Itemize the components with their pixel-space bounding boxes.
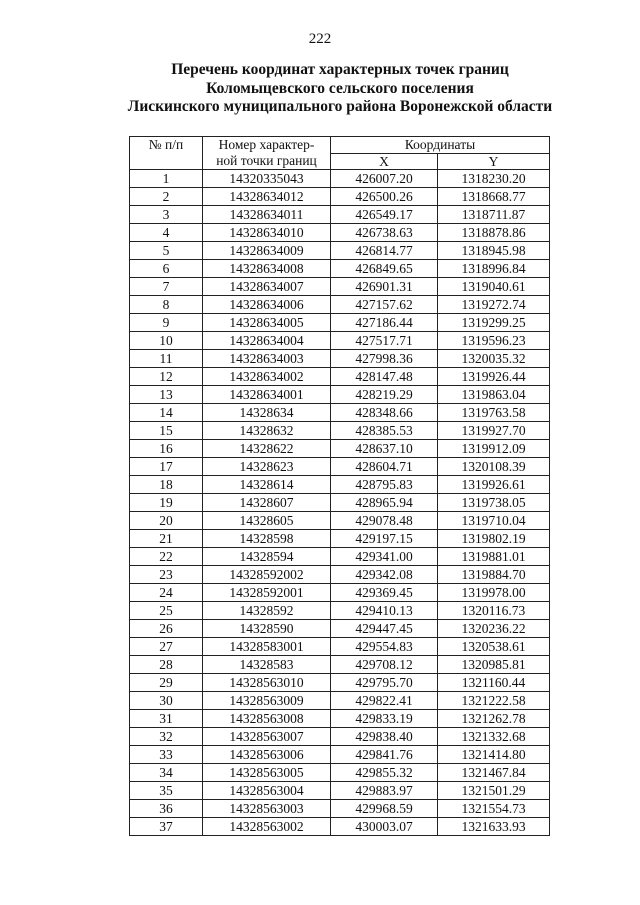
row-number-cell: 20 bbox=[130, 512, 203, 530]
title-line-3: Лискинского муниципального района Воронежской области bbox=[127, 98, 553, 115]
row-number-cell: 19 bbox=[130, 494, 203, 512]
row-number-cell: 28 bbox=[130, 656, 203, 674]
point-id-cell: 14328563010 bbox=[203, 674, 331, 692]
page-number: 222 bbox=[308, 31, 332, 47]
point-id-cell: 14328563005 bbox=[203, 764, 331, 782]
point-id-cell: 14328634006 bbox=[203, 296, 331, 314]
x-coordinate-cell: 429855.32 bbox=[331, 764, 438, 782]
row-number-cell: 37 bbox=[130, 818, 203, 836]
row-number-cell: 36 bbox=[130, 800, 203, 818]
y-coordinate-cell: 1319710.04 bbox=[438, 512, 550, 530]
x-coordinate-cell: 426738.63 bbox=[331, 224, 438, 242]
row-number-cell: 1 bbox=[130, 170, 203, 188]
row-number-cell: 8 bbox=[130, 296, 203, 314]
y-coordinate-cell: 1319763.58 bbox=[438, 404, 550, 422]
x-coordinate-cell: 426901.31 bbox=[331, 278, 438, 296]
x-coordinate-cell: 427517.71 bbox=[331, 332, 438, 350]
row-number-cell: 3 bbox=[130, 206, 203, 224]
y-coordinate-cell: 1318711.87 bbox=[438, 206, 550, 224]
x-coordinate-cell: 429341.00 bbox=[331, 548, 438, 566]
row-number-cell: 29 bbox=[130, 674, 203, 692]
y-coordinate-cell: 1319863.04 bbox=[438, 386, 550, 404]
table-row bbox=[130, 386, 550, 404]
x-coordinate-cell: 427157.62 bbox=[331, 296, 438, 314]
y-coordinate-cell: 1321222.58 bbox=[438, 692, 550, 710]
point-id-cell: 14328583 bbox=[203, 656, 331, 674]
header-number: № п/п bbox=[130, 137, 203, 170]
row-number-cell: 9 bbox=[130, 314, 203, 332]
table-row bbox=[130, 404, 550, 422]
table-row bbox=[130, 278, 550, 296]
y-coordinate-cell: 1319912.09 bbox=[438, 440, 550, 458]
table-row bbox=[130, 566, 550, 584]
row-number-cell: 18 bbox=[130, 476, 203, 494]
row-number-cell: 13 bbox=[130, 386, 203, 404]
table-row bbox=[130, 224, 550, 242]
point-id-cell: 14328634004 bbox=[203, 332, 331, 350]
y-coordinate-cell: 1320236.22 bbox=[438, 620, 550, 638]
y-coordinate-cell: 1319884.70 bbox=[438, 566, 550, 584]
y-coordinate-cell: 1320108.39 bbox=[438, 458, 550, 476]
point-id-cell: 14328592 bbox=[203, 602, 331, 620]
y-coordinate-cell: 1320985.81 bbox=[438, 656, 550, 674]
y-coordinate-cell: 1320538.61 bbox=[438, 638, 550, 656]
row-number-cell: 23 bbox=[130, 566, 203, 584]
table-row bbox=[130, 818, 550, 836]
header-y: Y bbox=[438, 153, 550, 170]
header-point-id-line-2: ной точки границ bbox=[216, 153, 317, 168]
y-coordinate-cell: 1321467.84 bbox=[438, 764, 550, 782]
row-number-cell: 21 bbox=[130, 530, 203, 548]
row-number-cell: 14 bbox=[130, 404, 203, 422]
x-coordinate-cell: 428965.94 bbox=[331, 494, 438, 512]
point-id-cell: 14328634012 bbox=[203, 188, 331, 206]
table-row bbox=[130, 170, 550, 188]
row-number-cell: 31 bbox=[130, 710, 203, 728]
row-number-cell: 10 bbox=[130, 332, 203, 350]
x-coordinate-cell: 429447.45 bbox=[331, 620, 438, 638]
table-row bbox=[130, 368, 550, 386]
y-coordinate-cell: 1321160.44 bbox=[438, 674, 550, 692]
table-row bbox=[130, 458, 550, 476]
table-row bbox=[130, 350, 550, 368]
x-coordinate-cell: 429708.12 bbox=[331, 656, 438, 674]
y-coordinate-cell: 1318945.98 bbox=[438, 242, 550, 260]
table-row bbox=[130, 440, 550, 458]
y-coordinate-cell: 1319802.19 bbox=[438, 530, 550, 548]
point-id-cell: 14328592001 bbox=[203, 584, 331, 602]
point-id-cell: 14328563003 bbox=[203, 800, 331, 818]
x-coordinate-cell: 429968.59 bbox=[331, 800, 438, 818]
table-row bbox=[130, 710, 550, 728]
point-id-cell: 14320335043 bbox=[203, 170, 331, 188]
x-coordinate-cell: 428348.66 bbox=[331, 404, 438, 422]
header-point-id-line-1: Номер характер- bbox=[218, 137, 315, 152]
point-id-cell: 14328634009 bbox=[203, 242, 331, 260]
x-coordinate-cell: 427186.44 bbox=[331, 314, 438, 332]
point-id-cell: 14328598 bbox=[203, 530, 331, 548]
row-number-cell: 25 bbox=[130, 602, 203, 620]
x-coordinate-cell: 426007.20 bbox=[331, 170, 438, 188]
x-coordinate-cell: 429410.13 bbox=[331, 602, 438, 620]
point-id-cell: 14328563002 bbox=[203, 818, 331, 836]
point-id-cell: 14328592002 bbox=[203, 566, 331, 584]
table-row bbox=[130, 620, 550, 638]
table-row bbox=[130, 638, 550, 656]
x-coordinate-cell: 429078.48 bbox=[331, 512, 438, 530]
header-point-id bbox=[203, 137, 331, 170]
row-number-cell: 7 bbox=[130, 278, 203, 296]
y-coordinate-cell: 1321554.73 bbox=[438, 800, 550, 818]
table-row bbox=[130, 476, 550, 494]
x-coordinate-cell: 429841.76 bbox=[331, 746, 438, 764]
y-coordinate-cell: 1320035.32 bbox=[438, 350, 550, 368]
x-coordinate-cell: 429822.41 bbox=[331, 692, 438, 710]
point-id-cell: 14328590 bbox=[203, 620, 331, 638]
table-row bbox=[130, 512, 550, 530]
table-row bbox=[130, 206, 550, 224]
point-id-cell: 14328634 bbox=[203, 404, 331, 422]
table-row bbox=[130, 800, 550, 818]
x-coordinate-cell: 429369.45 bbox=[331, 584, 438, 602]
y-coordinate-cell: 1318996.84 bbox=[438, 260, 550, 278]
y-coordinate-cell: 1319926.61 bbox=[438, 476, 550, 494]
x-coordinate-cell: 429883.97 bbox=[331, 782, 438, 800]
point-id-cell: 14328634008 bbox=[203, 260, 331, 278]
table-row bbox=[130, 260, 550, 278]
y-coordinate-cell: 1319299.25 bbox=[438, 314, 550, 332]
row-number-cell: 15 bbox=[130, 422, 203, 440]
point-id-cell: 14328634010 bbox=[203, 224, 331, 242]
x-coordinate-cell: 428219.29 bbox=[331, 386, 438, 404]
x-coordinate-cell: 429838.40 bbox=[331, 728, 438, 746]
y-coordinate-cell: 1319926.44 bbox=[438, 368, 550, 386]
x-coordinate-cell: 430003.07 bbox=[331, 818, 438, 836]
row-number-cell: 17 bbox=[130, 458, 203, 476]
title-line-2: Коломыцевского сельского поселения bbox=[206, 79, 474, 97]
row-number-cell: 11 bbox=[130, 350, 203, 368]
point-id-cell: 14328614 bbox=[203, 476, 331, 494]
row-number-cell: 33 bbox=[130, 746, 203, 764]
x-coordinate-cell: 429795.70 bbox=[331, 674, 438, 692]
point-id-cell: 14328632 bbox=[203, 422, 331, 440]
y-coordinate-cell: 1318878.86 bbox=[438, 224, 550, 242]
x-coordinate-cell: 429833.19 bbox=[331, 710, 438, 728]
x-coordinate-cell: 429342.08 bbox=[331, 566, 438, 584]
point-id-cell: 14328634007 bbox=[203, 278, 331, 296]
x-coordinate-cell: 429197.15 bbox=[331, 530, 438, 548]
point-id-cell: 14328634002 bbox=[203, 368, 331, 386]
y-coordinate-cell: 1321332.68 bbox=[438, 728, 550, 746]
y-coordinate-cell: 1319040.61 bbox=[438, 278, 550, 296]
row-number-cell: 2 bbox=[130, 188, 203, 206]
point-id-cell: 14328634003 bbox=[203, 350, 331, 368]
row-number-cell: 26 bbox=[130, 620, 203, 638]
row-number-cell: 16 bbox=[130, 440, 203, 458]
point-id-cell: 14328623 bbox=[203, 458, 331, 476]
x-coordinate-cell: 429554.83 bbox=[331, 638, 438, 656]
x-coordinate-cell: 426500.26 bbox=[331, 188, 438, 206]
point-id-cell: 14328563006 bbox=[203, 746, 331, 764]
table-row bbox=[130, 692, 550, 710]
point-id-cell: 14328563004 bbox=[203, 782, 331, 800]
point-id-cell: 14328605 bbox=[203, 512, 331, 530]
header-x: X bbox=[331, 153, 438, 170]
y-coordinate-cell: 1318230.20 bbox=[438, 170, 550, 188]
point-id-cell: 14328563008 bbox=[203, 710, 331, 728]
x-coordinate-cell: 428637.10 bbox=[331, 440, 438, 458]
point-id-cell: 14328594 bbox=[203, 548, 331, 566]
y-coordinate-cell: 1319596.23 bbox=[438, 332, 550, 350]
table-row bbox=[130, 584, 550, 602]
y-coordinate-cell: 1320116.73 bbox=[438, 602, 550, 620]
y-coordinate-cell: 1319738.05 bbox=[438, 494, 550, 512]
y-coordinate-cell: 1319978.00 bbox=[438, 584, 550, 602]
row-number-cell: 12 bbox=[130, 368, 203, 386]
table-row bbox=[130, 242, 550, 260]
x-coordinate-cell: 428795.83 bbox=[331, 476, 438, 494]
table-row bbox=[130, 314, 550, 332]
y-coordinate-cell: 1319927.70 bbox=[438, 422, 550, 440]
x-coordinate-cell: 426549.17 bbox=[331, 206, 438, 224]
y-coordinate-cell: 1319881.01 bbox=[438, 548, 550, 566]
row-number-cell: 4 bbox=[130, 224, 203, 242]
y-coordinate-cell: 1321262.78 bbox=[438, 710, 550, 728]
y-coordinate-cell: 1319272.74 bbox=[438, 296, 550, 314]
document-title bbox=[40, 61, 640, 117]
row-number-cell: 22 bbox=[130, 548, 203, 566]
title-line-1: Перечень координат характерных точек границ bbox=[171, 61, 509, 78]
point-id-cell: 14328563007 bbox=[203, 728, 331, 746]
table-body bbox=[130, 170, 550, 836]
table-row bbox=[130, 728, 550, 746]
point-id-cell: 14328622 bbox=[203, 440, 331, 458]
point-id-cell: 14328634011 bbox=[203, 206, 331, 224]
row-number-cell: 35 bbox=[130, 782, 203, 800]
point-id-cell: 14328563009 bbox=[203, 692, 331, 710]
table-row bbox=[130, 764, 550, 782]
point-id-cell: 14328583001 bbox=[203, 638, 331, 656]
table-row bbox=[130, 422, 550, 440]
row-number-cell: 30 bbox=[130, 692, 203, 710]
table-row bbox=[130, 332, 550, 350]
y-coordinate-cell: 1318668.77 bbox=[438, 188, 550, 206]
table-row bbox=[130, 530, 550, 548]
row-number-cell: 6 bbox=[130, 260, 203, 278]
coordinates-table bbox=[129, 136, 550, 836]
table-row bbox=[130, 782, 550, 800]
y-coordinate-cell: 1321414.80 bbox=[438, 746, 550, 764]
table-row bbox=[130, 188, 550, 206]
table-row bbox=[130, 656, 550, 674]
table-row bbox=[130, 602, 550, 620]
table-row bbox=[130, 746, 550, 764]
table-row bbox=[130, 494, 550, 512]
x-coordinate-cell: 428604.71 bbox=[331, 458, 438, 476]
point-id-cell: 14328634001 bbox=[203, 386, 331, 404]
x-coordinate-cell: 428385.53 bbox=[331, 422, 438, 440]
row-number-cell: 24 bbox=[130, 584, 203, 602]
row-number-cell: 5 bbox=[130, 242, 203, 260]
x-coordinate-cell: 428147.48 bbox=[331, 368, 438, 386]
y-coordinate-cell: 1321633.93 bbox=[438, 818, 550, 836]
x-coordinate-cell: 426814.77 bbox=[331, 242, 438, 260]
table-row bbox=[130, 674, 550, 692]
point-id-cell: 14328607 bbox=[203, 494, 331, 512]
row-number-cell: 27 bbox=[130, 638, 203, 656]
x-coordinate-cell: 426849.65 bbox=[331, 260, 438, 278]
table-row bbox=[130, 296, 550, 314]
header-coordinates: Координаты bbox=[331, 137, 550, 154]
x-coordinate-cell: 427998.36 bbox=[331, 350, 438, 368]
point-id-cell: 14328634005 bbox=[203, 314, 331, 332]
table-row bbox=[130, 548, 550, 566]
row-number-cell: 32 bbox=[130, 728, 203, 746]
row-number-cell: 34 bbox=[130, 764, 203, 782]
y-coordinate-cell: 1321501.29 bbox=[438, 782, 550, 800]
